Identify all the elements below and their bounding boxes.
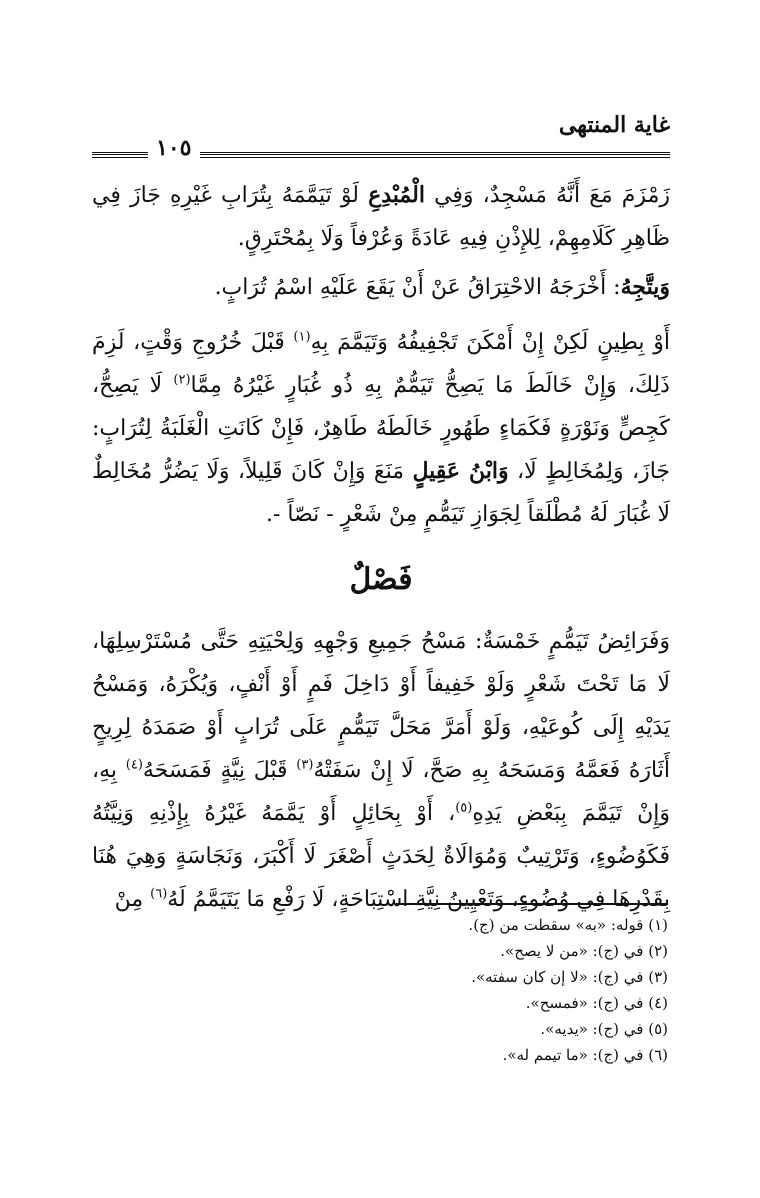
- text-run: لَا يَصِحُّ، كَجِصٍّ وَنَوْرَةٍ فَكَمَاءٍ طَهُورٍ خَالَطَهُ طَاهِرٌ، فَإِنْ كَانَتِ الْغَلَبَةُ لِتُرَابٍ: جَازَ، وَلِمُخَالِطٍ لَا،: [92, 373, 670, 484]
- footnote: (٤) في (ج): «فمسح».: [525, 994, 668, 1012]
- footnote: (٢) في (ج): «من لا يصح».: [500, 942, 668, 960]
- footnote-marker: (٥): [455, 800, 473, 816]
- footnote: (١) قوله: «به» سقطت من (ج).: [468, 916, 668, 934]
- footnote-marker: (١): [293, 329, 311, 345]
- text-run: بِهِ، وَإِنْ تَيَمَّمَ بِبَعْضِ يَدِهِ: [92, 758, 670, 826]
- footnotes-list: [90, 912, 668, 1068]
- text-run: زَمْزَمَ مَعَ أَنَّهُ مَسْجِدٌ، وَفِي: [424, 183, 670, 208]
- text-run: قَبْلَ نِيَّةٍ فَمَسَحَهُ: [142, 758, 297, 783]
- footnote-marker: (٢): [173, 372, 191, 388]
- text-run: ، أَوْ بِحَائِلٍ أَوْ يَمَّمَهُ غَيْرُهُ بِإِذْنِهِ وَنِيَّتُهُ فَكَوُضُوءٍ، وَتَرْتِيبٌ وَمُوَالَاةٌ لِحَدَثٍ أَصْغَرَ لَا أَكْبَرَ، وَنَجَاسَةٍ وَهِيَ هُنَا بِقَدْرِهَا فِي وُضُوءٍ، وَتَعْيِينُ نِيَّةِ اسْتِبَاحَةٍ، لَا رَفْعِ مَا يَتَيَمَّمُ لَهُ: [92, 801, 670, 912]
- footnote-marker: (٣): [296, 757, 314, 773]
- footnote: (٥) في (ج): «يديه».: [540, 1020, 668, 1038]
- footnote: (٣) في (ج): «لا إن كان سفته».: [471, 968, 668, 986]
- main-text: [92, 174, 670, 933]
- text-run: لَوْ تَيَمَّمَهُ بِتُرَابِ غَيْرِهِ جَازَ فِي ظَاهِرِ كَلَامِهِمْ، لِلإِذْنِ فِيهِ عَادَةً وَعُرْفاً وَلَا بِمُحْتَرِقٍ.: [92, 183, 670, 251]
- term-lead: وَيتَّجِهُ: [620, 274, 670, 300]
- section-heading: فَصْلٌ: [349, 562, 413, 597]
- footnote-separator: [396, 903, 668, 905]
- text-run: مِنْ: [114, 887, 151, 912]
- running-header: [92, 108, 670, 161]
- footnote-marker: (٦): [150, 886, 168, 902]
- footnote-marker: (٤): [125, 757, 143, 773]
- text-run: قَبْلَ خُرُوجِ وَقْتٍ، لَزِمَ ذَلِكَ، وَإِنْ خَالَطَ مَا يَصِحُّ تَيَمُّمٌ بِهِ ذُو غُبَارٍ غَيْرُهُ مِمَّا: [92, 330, 670, 398]
- scholar-name: وَابْنُ عَقِيلٍ: [412, 458, 509, 484]
- paragraph: [92, 266, 670, 309]
- header-rule: [200, 152, 670, 158]
- text-run: أَوْ بِطِينٍ لَكِنْ إِنْ أَمْكَنَ تَجْفِيفُهُ وَتَيَمَّمَ بِهِ: [310, 330, 670, 355]
- page-number: ١٠٥: [150, 138, 197, 158]
- paragraph: [92, 321, 670, 536]
- paragraph: [92, 620, 670, 921]
- text-run: : أَخْرَجَهُ الاحْتِرَاقُ عَنْ أَنْ يَقَعَ عَلَيْهِ اسْمُ تُرَابٍ.: [214, 275, 621, 300]
- footnote: (٦) في (ج): «ما تيمم له».: [502, 1046, 668, 1064]
- book-title-ref: الْمُبْدِعِ: [368, 182, 425, 208]
- text-run: مَنَعَ وَإِنْ كَانَ قَلِيلاً، وَلَا يَضُرُّ مُخَالِطٌ لَا غُبَارَ لَهُ مُطْلَقاً لِجَوَازِ تَيَمُّمٍ مِنْ شَعْرٍ - نَصّاً -.: [92, 459, 670, 527]
- paragraph: [92, 174, 670, 260]
- header-rule-short: [92, 152, 148, 158]
- running-title: غاية المنتهى: [558, 112, 670, 138]
- text-run: وَفَرَائِضُ تَيَمُّمٍ خَمْسَةٌ: مَسْحُ جَمِيعِ وَجْهِهِ وَلِحْيَتِهِ حَتَّى مُسْتَرْسِلِهَا، لَا مَا تَحْتَ شَعْرٍ وَلَوْ خَفِيفاً أَوْ دَاخِلَ فَمٍ أَوْ أَنْفٍ، وَيُكْرَهُ، وَمَسْحُ يَدَيْهِ إِلَى كُوعَيْهِ، وَلَوْ أَمَرَّ مَحَلَّ تَيَمُّمٍ عَلَى تُرَابٍ أَوْ صَمَدَهُ لِرِيحٍ أَثَارَهُ فَعَمَّهُ وَمَسَحَهُ بِهِ صَحَّ، لَا إِنْ سَفَتْهُ: [92, 629, 670, 783]
